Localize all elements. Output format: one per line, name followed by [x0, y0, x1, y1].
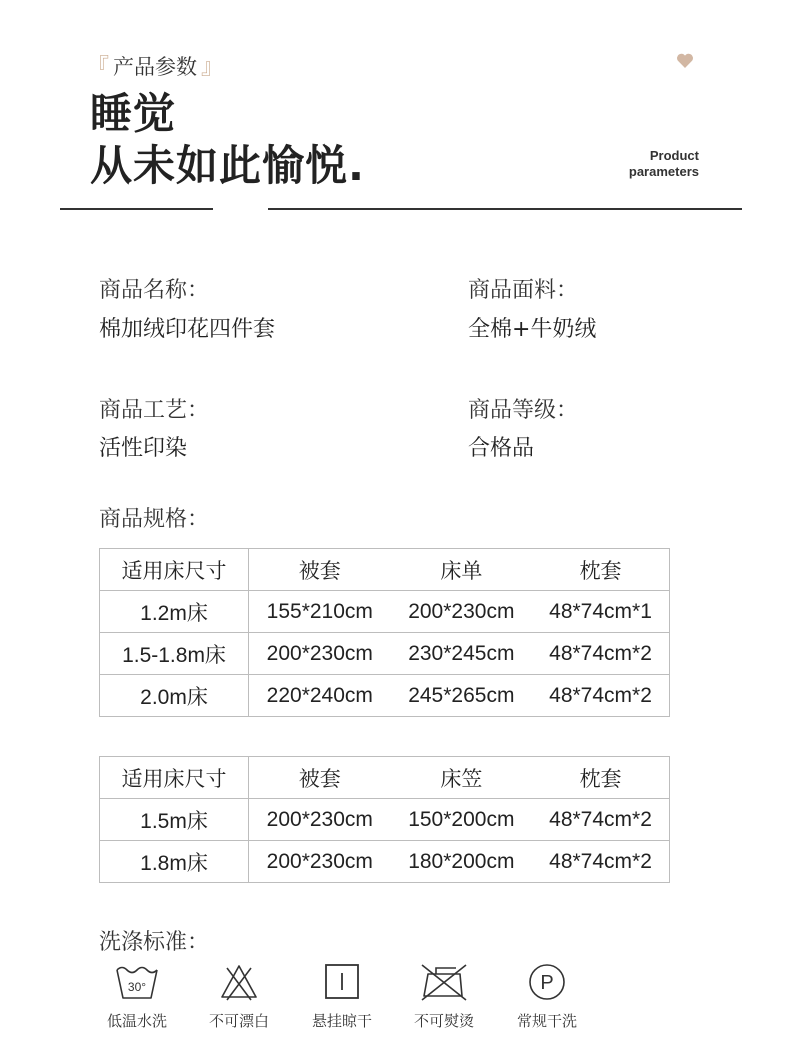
table-cell: 1.5-1.8m床: [100, 633, 249, 675]
spec-table-1: [99, 548, 670, 717]
spec-table-2: [99, 756, 670, 883]
product-craft-label: 商品工艺：: [99, 398, 210, 423]
english-label: [629, 148, 699, 180]
table-header-row: [100, 549, 670, 591]
table-cell: 48*74cm*2: [532, 841, 669, 883]
headline-line-1: 睡觉: [90, 89, 177, 138]
english-label-line-2: parameters: [628, 164, 699, 179]
care-label: 悬挂晾干: [311, 1012, 372, 1030]
product-name-value: 棉加绒印花四件套: [99, 317, 276, 342]
dry-clean-p-icon: [502, 962, 592, 1002]
table-header-cell: 床单: [391, 549, 532, 591]
care-item-no-bleach: [194, 962, 284, 1031]
table-cell: 220*240cm: [249, 675, 391, 717]
divider-left: [60, 208, 213, 210]
table-cell: 200*230cm: [249, 799, 391, 841]
heart-icon: [676, 50, 694, 75]
table-cell: 200*230cm: [391, 591, 532, 633]
table-header-cell: 被套: [249, 549, 391, 591]
care-item-hang-dry: [297, 962, 387, 1031]
hang-dry-icon: [297, 962, 387, 1002]
table-cell: 1.8m床: [100, 841, 249, 883]
product-fabric-label: 商品面料：: [468, 278, 579, 303]
table-header-cell: 适用床尺寸: [100, 549, 249, 591]
table-row: [100, 841, 670, 883]
product-grade-label: 商品等级：: [468, 398, 579, 423]
table-cell: 48*74cm*2: [532, 799, 669, 841]
table-row: [100, 633, 670, 675]
table-cell: 48*74cm*2: [532, 675, 669, 717]
table-row: [100, 675, 670, 717]
table-header-cell: 枕套: [532, 757, 669, 799]
table-cell: 48*74cm*2: [532, 633, 669, 675]
care-label: 不可熨烫: [413, 1012, 474, 1030]
care-item-no-iron: [399, 962, 489, 1031]
wash-temp-text: 30°: [127, 980, 147, 994]
table-cell: 200*230cm: [249, 841, 391, 883]
section-title: 产品参数: [113, 54, 198, 79]
table-cell: 150*200cm: [391, 799, 532, 841]
wash-30-icon: [92, 962, 182, 1002]
table-row: [100, 591, 670, 633]
table-cell: 230*245cm: [391, 633, 532, 675]
table-header-cell: 适用床尺寸: [100, 757, 249, 799]
no-iron-icon: [399, 962, 489, 1002]
table-header-cell: 床笠: [391, 757, 532, 799]
table-cell: 180*200cm: [391, 841, 532, 883]
bracket-close: 』: [201, 55, 224, 80]
product-fabric-value: 全棉+牛奶绒: [468, 317, 597, 342]
table-cell: 1.5m床: [100, 799, 249, 841]
product-craft-value: 活性印染: [99, 436, 188, 461]
table-cell: 48*74cm*1: [532, 591, 669, 633]
product-grade-value: 合格品: [468, 436, 535, 461]
table-header-row: [100, 757, 670, 799]
table-cell: 155*210cm: [249, 591, 391, 633]
no-bleach-icon: [194, 962, 284, 1002]
table-header-cell: 被套: [249, 757, 391, 799]
care-label: 不可漂白: [208, 1012, 269, 1030]
divider-right: [268, 208, 742, 210]
headline-line-2: 从未如此愉悦.: [90, 141, 365, 190]
table-cell: 2.0m床: [100, 675, 249, 717]
product-spec-label: 商品规格：: [99, 507, 210, 532]
section-tag: [87, 50, 223, 81]
dry-clean-symbol: P: [540, 972, 554, 994]
care-item-dry-clean: [502, 962, 592, 1031]
bracket-open: 『: [87, 55, 110, 80]
care-item-low-temp-wash: [92, 962, 182, 1031]
care-label: 低温水洗: [106, 1012, 167, 1030]
table-cell: 200*230cm: [249, 633, 391, 675]
table-cell: 245*265cm: [391, 675, 532, 717]
table-header-cell: 枕套: [532, 549, 669, 591]
table-cell: 1.2m床: [100, 591, 249, 633]
english-label-line-1: Product: [649, 148, 699, 163]
headline: [90, 88, 365, 192]
product-name-label: 商品名称：: [99, 278, 210, 303]
table-row: [100, 799, 670, 841]
care-label: 常规干洗: [516, 1012, 577, 1030]
washing-label: 洗涤标准：: [99, 930, 210, 955]
